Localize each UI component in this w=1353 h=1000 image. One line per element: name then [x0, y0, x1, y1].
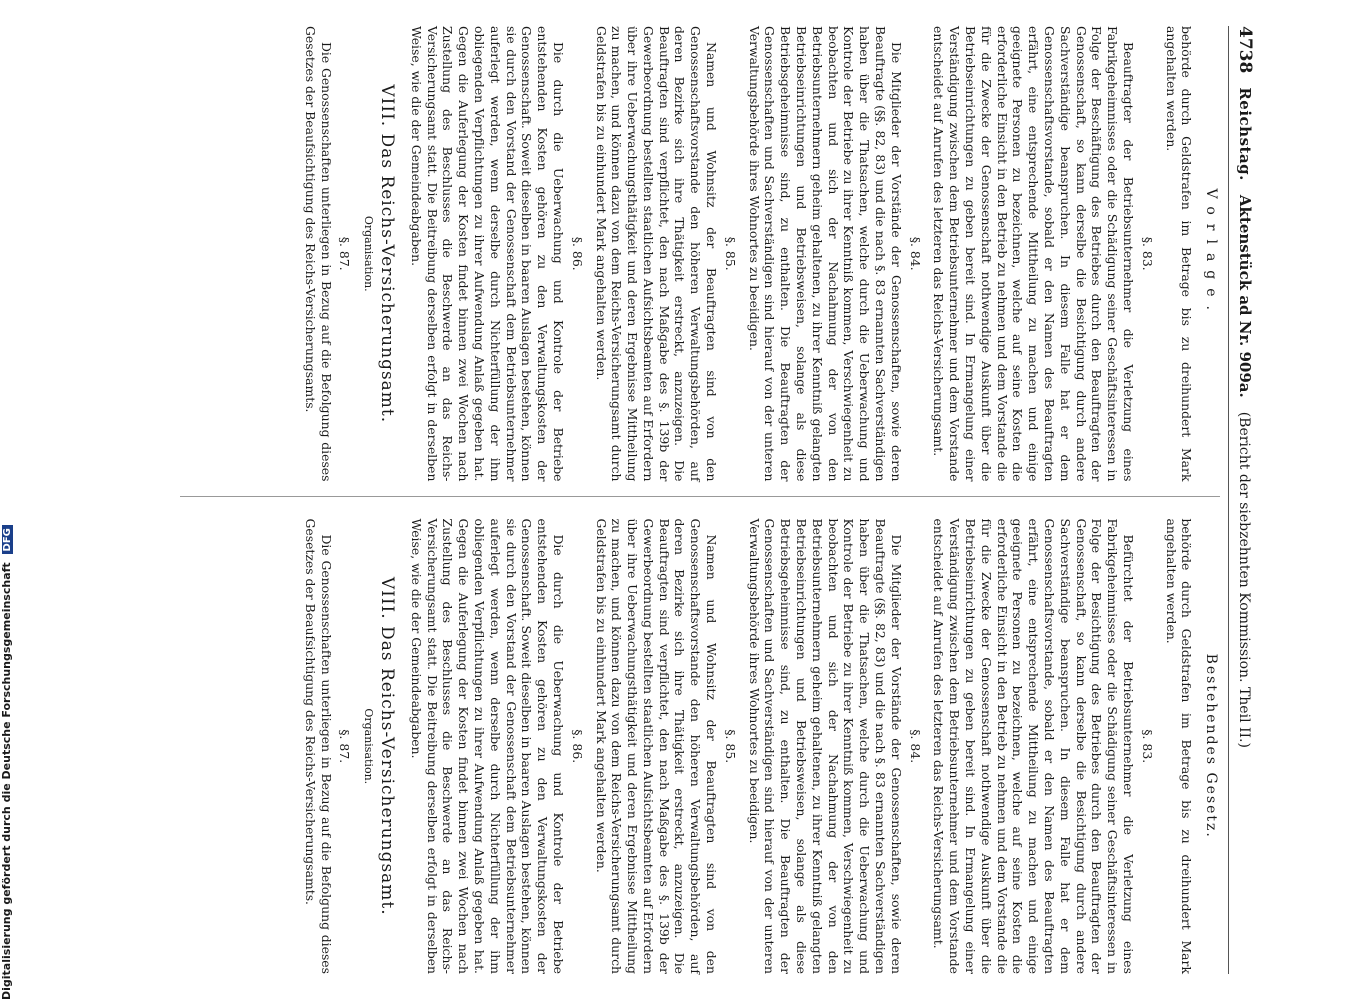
paragraph-title: §. 85.: [722, 236, 738, 271]
column-bestehendes-gesetz: [180, 519, 1220, 975]
header-subtitle: (Bericht der siebzehnten Kommission. Theil II.): [1236, 411, 1252, 748]
paragraph-title: §. 86.: [569, 236, 585, 271]
intro-text: behörde durch Geldstrafen im Betrage bis zu dreihundert Mark angehalten werden.: [1163, 26, 1195, 482]
paragraph-text: Die durch die Ueberwachung und Kontrole der Betriebe entstehenden Kosten gehören zu den Verwaltungskosten der Genossenschaft. Soweit dieselben in baaren Auslagen bestehen, können sie durch den Vorstand der Genossenschaft dem Betriebsunternehmer auferlegt werden, wenn derselbe durch Nichterfüllung der ihm obliegenden Verpflichtungen zu ihrer Aufwendung Anlaß gegeben hat. Gegen die Auferlegung der Kosten findet binnen zwei Wochen nach Zustellung des Beschlusses die Beschwerde an das Reichs-Versicherungsamt statt. Die Beitreibung derselben erfolgt in derselben Weise, wie die der Gemeindeabgaben.: [408, 26, 566, 482]
paragraph-title: §. 84.: [907, 729, 923, 764]
column-heading: Vorlage.: [1203, 188, 1220, 319]
section-subtitle: Organisation.: [362, 708, 376, 785]
paragraph-title: §. 86.: [569, 729, 585, 764]
paragraph-text: Die Mitglieder der Vorstände der Genossenschaften, sowie deren Beauftragte (§§. 82, 83) und die nach §. 83 ernannten Sachverständigen haben über die Thatsachen, welche durch die Ueberwachung und Kontrole der Betriebe zu ihrer Kenntniß kommen, Verschwiegenheit zu beobachten und sich der Nachahmung der von den Betriebsunternehmern geheim gehaltenen, zu ihrer Kenntniß gelangten Betriebseinrichtungen und Betriebsweisen, solange als diese Betriebsgeheimnisse sind, zu enthalten. Die Beauftragten der Genossenschaften und Sachverständigen sind hierauf von der unteren Verwaltungsbehörde ihres Wohnortes zu beeidigen.: [746, 26, 904, 482]
scanned-page: [86, 0, 1266, 1000]
column-vorlage: [180, 26, 1220, 497]
paragraph-text: Die Genossenschaften unterliegen in Bezug auf die Befolgung dieses Gesetzes der Beaufsichtigung des Reichs-Versicherungsamts.: [302, 26, 334, 482]
paragraph-text: Die Mitglieder der Vorstände der Genossenschaften, sowie deren Beauftragte (§§. 82, 83) und die nach §. 83 ernannten Sachverständigen haben über die Thatsachen, welche durch die Ueberwachung und Kontrole der Betriebe zu ihrer Kenntniß kommen, Verschwiegenheit zu beobachten und sich der Nachahmung der von den Betriebsunternehmern geheim gehaltenen, zu ihrer Kenntniß gelangten Betriebseinrichtungen und Betriebsweisen, solange als diese Betriebsgeheimnisse sind, zu enthalten. Die Beauftragten der Genossenschaften und Sachverständigen sind hierauf von der unteren Verwaltungsbehörde ihres Wohnortes zu beeidigen.: [746, 518, 904, 974]
paragraph-text: Die Genossenschaften unterliegen in Bezug auf die Befolgung dieses Gesetzes der Beaufsichtigung des Reichs-Versicherungsamts.: [302, 518, 334, 974]
section-title: VIII. Das Reichs-Versicherungsamt.: [376, 84, 397, 424]
paragraph-title: §. 83.: [1139, 729, 1155, 764]
paragraph-text: Beauftragter der Betriebsunternehmer die Verletzung eines Fabrikgeheimnisses oder die Schädigung seiner Geschäftsinteressen in Folge der Beschäftigung des Betriebes durch den Beauftragten der Genossenschaft, so kann derselbe die Besichtigung durch andere Sachverständige beanspruchen. In diesem Falle hat er dem Genossenschaftsvorstande, sobald er den Namen des Beauftragten erfährt, eine entsprechende Mittheilung zu machen und einige geeignete Personen zu bezeichnen, welche auf seine Kosten die erforderliche Einsicht in den Betrieb zu nehmen und dem Vorstande die für die Zwecke der Genossenschaft nothwendige Auskunft über die Betriebseinrichtungen zu geben bereit sind. In Ermangelung einer Verständigung zwischen dem Betriebsunternehmer und dem Vorstande entscheidet auf Anrufen des letzteren das Reichs-Versicherungsamt.: [931, 26, 1137, 482]
footer-text: Digitalisierung gefördert durch die Deutsche Forschungsgemeinschaft: [0, 562, 13, 1000]
section-subtitle: Organisation.: [362, 215, 376, 292]
paragraph-title: §. 87.: [337, 729, 353, 764]
paragraph-text: Namen und Wohnsitz der Beauftragten sind von den Genossenschaftsvorstande den höheren Verwaltungsbehörden, auf deren Bezirke sich ihre Thätigkeit erstreckt, anzuzeigen. Die Beauftragten sind verpflichtet, den nach Maßgabe des §. 139b der Gewerbeordnung bestellten staatlichen Aufsichtsbeamten auf Erfordern über ihre Ueberwachungsthätigkeit und deren Ergebnisse Mittheilung zu machen, und können dazu von dem Reichs-Versicherungsamt durch Geldstrafen bis zu einhundert Mark angehalten werden.: [593, 26, 720, 482]
paragraph-text: Die durch die Ueberwachung und Kontrole der Betriebe entstehenden Kosten gehören zu den Verwaltungskosten der Genossenschaft. Soweit dieselben in baaren Auslagen bestehen, können sie durch den Vorstand der Genossenschaft dem Betriebsunternehmer auferlegt werden, wenn derselbe durch Nichterfüllung der ihm obliegenden Verpflichtungen zu ihrer Aufwendung Anlaß gegeben hat. Gegen die Auferlegung der Kosten findet binnen zwei Wochen nach Zustellung des Beschlusses die Beschwerde an das Reichs-Versicherungsamt statt. Die Beitreibung derselben erfolgt in derselben Weise, wie die der Gemeindeabgaben.: [408, 518, 566, 974]
paragraph-title: §. 83.: [1139, 236, 1155, 271]
paragraph-text: Befürchtet der Betriebsunternehmer die Verletzung eines Fabrikgeheimnisses oder die Schädigung seiner Geschäftsinteressen in Folge der Besichtigung des Betriebes durch den Beauftragten der Genossenschaft, so kann derselbe die Besichtigung durch andere Sachverständige beanspruchen. In diesem Falle hat er dem Genossenschaftsvorstande, sobald er den Namen des Beauftragten erfährt, eine entsprechende Mittheilung zu machen und einige geeignete Personen zu bezeichnen, welche auf seine Kosten die erforderliche Einsicht in den Betrieb zu nehmen und dem Vorstande die für die Zwecke der Genossenschaft nothwendige Auskunft über die Betriebseinrichtungen zu geben bereit sind. In Ermangelung einer Verständigung zwischen dem Betriebsunternehmer und dem Vorstande entscheidet auf Anrufen des letzteren das Reichs-Versicherungsamt.: [931, 518, 1137, 974]
section-title: VIII. Das Reichs-Versicherungsamt.: [376, 576, 397, 916]
paragraph-title: §. 87.: [337, 236, 353, 271]
page-number: 4738: [1235, 26, 1255, 74]
paragraph-text: Namen und Wohnsitz der Beauftragten sind von den Genossenschaftsvorstande den höheren Verwaltungsbehörden, auf deren Bezirke sich ihre Thätigkeit erstreckt, anzuzeigen. Die Beauftragten sind verpflichtet, den nach Maßgabe des §. 139b der Gewerbeordnung bestellten staatlichen Aufsichtsbeamten auf Erfordern über ihre Ueberwachungsthätigkeit und deren Ergebnisse Mittheilung zu machen, und können dazu von dem Reichs-Versicherungsamt durch Geldstrafen bis zu einhundert Mark angehalten werden.: [593, 518, 720, 974]
header-doc-ref: Aktenstück ad Nr. 909a.: [1236, 194, 1254, 398]
header-title: Reichstag.: [1236, 87, 1254, 181]
paragraph-title: §. 85.: [722, 729, 738, 764]
intro-text: behörde durch Geldstrafen im Betrage bis zu dreihundert Mark angehalten werden.: [1163, 518, 1195, 974]
digitization-footer: [0, 0, 16, 1000]
paragraph-title: §. 84.: [907, 236, 923, 271]
page-header: [1228, 26, 1255, 974]
dfg-logo: DFG: [2, 525, 13, 554]
column-heading: Bestehendes Gesetz.: [1203, 653, 1220, 839]
